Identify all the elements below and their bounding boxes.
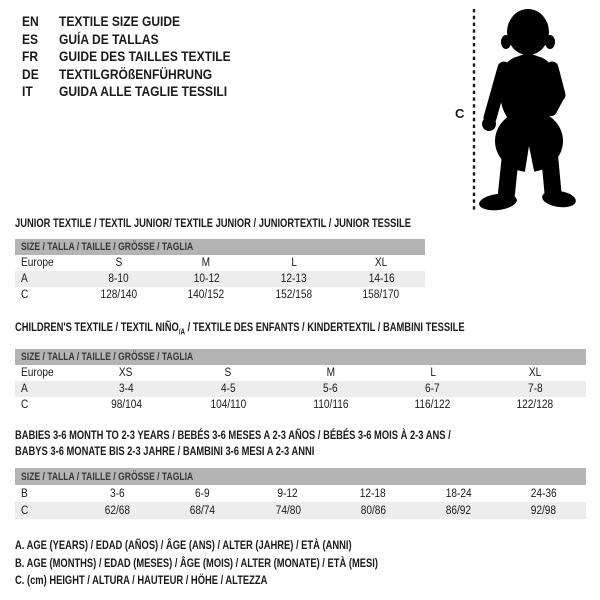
- height-value: 74/80: [275, 504, 301, 517]
- age-value: 12-13: [280, 273, 307, 285]
- row-label: C: [21, 289, 29, 301]
- baby-silhouette-icon: [478, 9, 577, 215]
- age-value: 14-16: [368, 273, 395, 285]
- babies-title-line2: BABYS 3-6 MONATE BIS 2-3 JAHRE / BAMBINI 3-6 MESI A 2-3 ANNI: [15, 444, 315, 458]
- size-value: L: [290, 257, 297, 269]
- age-value: 3-6: [110, 487, 125, 500]
- table-row: [15, 485, 586, 502]
- height-value: 122/128: [516, 399, 554, 411]
- table-row: [15, 502, 586, 519]
- table-row: [15, 397, 586, 413]
- height-value: 80/86: [360, 504, 386, 517]
- row-label: Europe: [21, 367, 54, 379]
- heading-line-de: [22, 66, 259, 84]
- size-value: L: [429, 367, 436, 379]
- age-value: 12-18: [360, 487, 387, 500]
- age-value: 6-9: [195, 487, 211, 500]
- height-value: 86/92: [445, 504, 471, 517]
- row-label: A: [21, 273, 28, 285]
- lang-code: DE: [22, 65, 39, 82]
- age-value: 5-6: [323, 383, 338, 395]
- age-value: 4-5: [220, 383, 236, 395]
- heading-line-fr: [22, 48, 259, 66]
- table-row: [15, 255, 425, 271]
- height-value: 116/122: [414, 399, 451, 411]
- heading-line-es: [22, 31, 259, 49]
- guide-title: TEXTILE SIZE GUIDE: [59, 13, 181, 29]
- row-label: B: [21, 487, 28, 500]
- lang-code: FR: [22, 48, 39, 65]
- note-age-years: A. AGE (YEARS) / EDAD (AÑOS) / ÂGE (ANS) / ALTER (JAHRE) / ETÀ (ANNI): [15, 538, 352, 552]
- age-value: 24-36: [530, 487, 557, 500]
- age-value: 10-12: [193, 273, 220, 285]
- height-value: 98/104: [110, 399, 142, 411]
- note-age-months: B. AGE (MONTHS) / EDAD (MESES) / ÂGE (MOIS) / ALTER (MONATE) / ETÀ (MESI): [15, 555, 378, 570]
- table-row: [15, 365, 586, 381]
- size-header-row: SIZE / TALLA / TAILLE / GRÖSSE / TAGLIA: [15, 349, 586, 365]
- height-value: 128/140: [100, 289, 138, 301]
- age-value: 8-10: [108, 273, 129, 285]
- babies-title-line1: BABIES 3-6 MONTH TO 2-3 YEARS / BEBÉS 3-6 MESES A 2-3 AÑOS / BÉBÉS 3-6 MOIS À 2-3 ANS /: [15, 428, 451, 442]
- guide-title: TEXTILGRÖßENFÜHRUNG: [59, 65, 213, 82]
- row-label: A: [21, 383, 28, 395]
- babies-size-table: [15, 468, 586, 519]
- heading-line-en: [22, 13, 259, 31]
- children-section-title: CHILDREN'S TEXTILE / TEXTIL $NIÑO_{/A}$ / TEXTILE DES ENFANTS / KINDERTEXTIL / BAMBINI TESSILE: [15, 320, 465, 337]
- size-value: XL: [528, 367, 542, 379]
- lang-code: IT: [22, 83, 33, 100]
- heading-line-it: [22, 83, 259, 101]
- table-row: [15, 287, 425, 303]
- language-guide-heading: [22, 13, 259, 101]
- size-value: S: [224, 367, 232, 379]
- table-row: [15, 271, 425, 287]
- age-value: 7-8: [527, 383, 543, 395]
- row-label: Europe: [21, 257, 54, 269]
- size-header-row: SIZE / TALLA / TAILLE / GRÖSSE / TAGLIA: [15, 468, 586, 485]
- height-value: 104/110: [210, 399, 247, 411]
- age-value: 18-24: [445, 487, 472, 500]
- children-size-table: [15, 349, 586, 413]
- size-value: M: [326, 367, 335, 379]
- legend-notes: [15, 537, 480, 590]
- note-height-cm: C. (cm) HEIGHT / ALTURA / HAUTEUR / HÖHE / ALTEZZA: [15, 573, 268, 588]
- junior-section-title: JUNIOR TEXTILE / TEXTIL JUNIOR/ TEXTILE JUNIOR / JUNIORTEXTIL / JUNIOR TESSILE: [15, 216, 411, 230]
- size-value: M: [202, 257, 211, 269]
- height-value: 68/74: [190, 504, 216, 517]
- size-header-row: SIZE / TALLA / TAILLE / GRÖSSE / TAGLIA: [15, 239, 425, 255]
- row-label: C: [21, 399, 29, 411]
- babies-section-title: [15, 427, 574, 459]
- junior-size-table: [15, 239, 425, 303]
- height-value: 158/170: [362, 289, 400, 301]
- age-value: 6-7: [425, 383, 441, 395]
- age-value: 9-12: [277, 487, 299, 500]
- age-value: 3-4: [118, 383, 134, 395]
- row-label: C: [21, 504, 29, 517]
- lang-code: ES: [22, 30, 39, 47]
- lang-code: EN: [22, 13, 39, 29]
- size-value: S: [115, 257, 123, 269]
- gender-suffix: /A: [178, 327, 186, 337]
- height-value: 152/158: [275, 289, 313, 301]
- height-value: 92/98: [530, 504, 557, 517]
- table-row: [15, 381, 586, 397]
- guide-title: GUIDE DES TAILLES TEXTILE: [59, 48, 231, 65]
- guide-title: GUIDA ALLE TAGLIE TESSILI: [59, 83, 228, 100]
- size-value: XS: [119, 367, 133, 379]
- size-value: XL: [375, 257, 388, 269]
- height-value: 62/68: [104, 504, 131, 517]
- guide-title: GUÍA DE TALLAS: [59, 30, 159, 47]
- height-figure: [440, 0, 600, 215]
- height-value: 110/116: [312, 399, 349, 411]
- height-value: 140/152: [187, 289, 225, 301]
- height-label: C: [455, 106, 465, 121]
